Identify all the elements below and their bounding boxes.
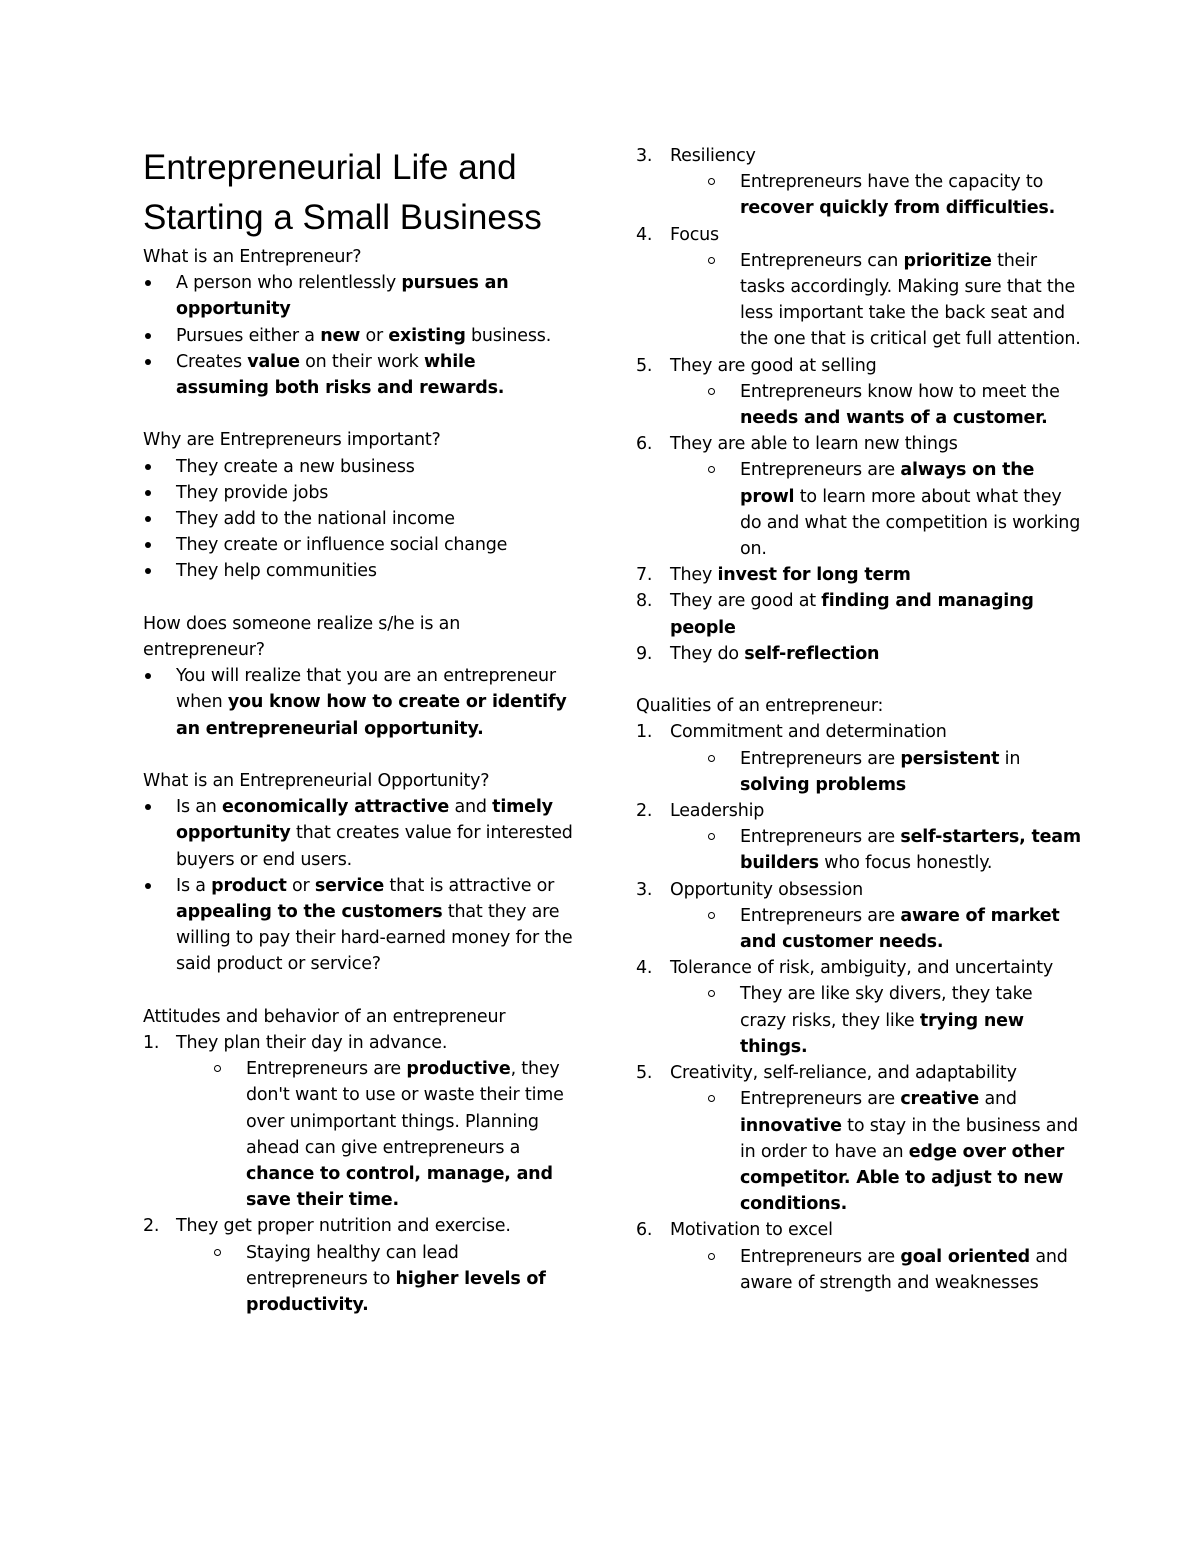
text-run: A person who relentlessly (176, 273, 402, 294)
bold-text: prioritize (903, 250, 992, 271)
list-item (143, 270, 573, 322)
numbered-item (636, 431, 1081, 562)
list-item (143, 532, 573, 558)
numbered-item (636, 955, 1081, 1060)
bullet-list (143, 454, 573, 585)
bold-text: goal oriented (900, 1246, 1030, 1267)
bold-text: product (211, 875, 287, 896)
numbered-item (636, 877, 1081, 956)
bold-text: new (320, 325, 361, 346)
item-text (670, 719, 1081, 745)
sub-item (708, 379, 1081, 431)
text-run: Entrepreneurs are (246, 1059, 407, 1080)
numbered-item (636, 143, 1081, 222)
bullet-list (143, 663, 573, 742)
bold-text: appealing to the customers (176, 902, 443, 923)
text-run: They add to the national income (176, 509, 455, 530)
text-run: Entrepreneurs are (740, 827, 901, 848)
item-number: 1. (636, 722, 653, 743)
sub-item (708, 824, 1081, 876)
bold-text: recover quickly from difficulties. (740, 198, 1056, 219)
text-run: They are good at selling (670, 355, 877, 376)
text-run: business. (465, 325, 552, 346)
text-run: You will realize that you are an entrepreneur when (176, 666, 556, 713)
item-number: 9. (636, 643, 653, 664)
text-run: Resiliency (670, 146, 756, 166)
text-run: or (360, 325, 389, 346)
text-run: Entrepreneurs are (740, 905, 901, 926)
text-run: Leadership (670, 801, 765, 822)
section-gap (143, 742, 573, 768)
sub-list (708, 169, 1081, 221)
section-gap (143, 401, 573, 427)
item-number: 3. (636, 879, 653, 900)
item-number: 8. (636, 591, 653, 612)
numbered-item (636, 719, 1081, 798)
item-text (670, 222, 1081, 248)
text-run: that is attractive or (384, 875, 555, 896)
text-run: Entrepreneurs can (740, 250, 904, 271)
text-run: and aware of strength and weaknesses (740, 1246, 1068, 1293)
section-heading: Qualities of an entrepreneur: (636, 696, 884, 717)
text-run: in (999, 748, 1021, 769)
sub-item (708, 457, 1081, 562)
left-column (143, 143, 573, 1318)
numbered-item (636, 222, 1081, 353)
item-text (670, 1060, 1081, 1086)
numbered-list (143, 1030, 573, 1318)
sub-list (708, 981, 1081, 1060)
text-run: and (979, 1089, 1017, 1110)
bold-text: finding and managing people (670, 591, 1034, 638)
bold-text: you know how to create or identify an entrepreneurial opportunity. (176, 692, 567, 739)
numbered-item (143, 1213, 573, 1318)
text-run: Tolerance of risk, ambiguity, and uncertainty (670, 958, 1054, 979)
section-gap (143, 585, 573, 611)
text-run: They provide jobs (176, 482, 329, 503)
bullet-list (143, 270, 573, 401)
item-text (670, 955, 1081, 981)
sub-item (708, 903, 1081, 955)
list-item (143, 873, 573, 978)
section-heading: How does someone realize s/he is an entrepreneur? (143, 613, 461, 661)
item-number: 6. (636, 1220, 653, 1241)
sub-list (708, 248, 1081, 353)
text-run: their tasks accordingly. Making sure that the less important take the back seat and the one that is critical get full attention. (740, 250, 1081, 350)
text-run: to learn more about what they do and what the competition is working on. (740, 486, 1081, 560)
bold-text: economically attractive (222, 797, 450, 818)
bullet-list (143, 794, 573, 977)
left-sections (143, 244, 573, 1318)
sub-item (708, 746, 1081, 798)
bold-text: edge over other competitor. Able to adjust to new conditions. (740, 1141, 1065, 1215)
item-number: 5. (636, 355, 653, 376)
text-run: and (449, 797, 493, 818)
bold-text: self-starters, team builders (740, 827, 1081, 874)
text-run: on their work (299, 351, 424, 372)
sub-item (708, 248, 1081, 353)
text-run: Entrepreneurs are (740, 1089, 901, 1110)
sub-item (708, 981, 1081, 1060)
sub-list (708, 1086, 1081, 1217)
sub-item (214, 1240, 573, 1319)
section-gap (143, 978, 573, 1004)
item-text (670, 641, 1081, 667)
list-item (143, 794, 573, 873)
item-number: 1. (143, 1033, 160, 1054)
text-run: , they don't want to use or waste their time over unimportant things. Planning ahead can give entrepreneurs a (246, 1059, 564, 1158)
sub-item (708, 1244, 1081, 1296)
text-run: who focus honestly. (818, 853, 993, 874)
item-text (670, 1217, 1081, 1243)
item-text (670, 877, 1081, 903)
bold-text: value (247, 351, 300, 372)
bold-text: aware of market and customer needs. (740, 905, 1060, 953)
bold-text: needs and wants of a customer. (740, 408, 1048, 429)
text-run: Creates (176, 351, 248, 372)
list-item (143, 558, 573, 584)
item-number: 7. (636, 565, 653, 586)
numbered-item (636, 562, 1081, 588)
numbered-item (636, 353, 1081, 432)
right-sections (636, 143, 1081, 1296)
bold-text: trying new things. (740, 1010, 1024, 1057)
item-text (670, 588, 1081, 640)
list-item (143, 663, 573, 742)
numbered-item (636, 641, 1081, 667)
section-heading: What is an Entrepreneurial Opportunity? (143, 771, 490, 792)
numbered-item (636, 798, 1081, 877)
item-number: 4. (636, 958, 653, 979)
item-number: 2. (143, 1216, 160, 1237)
list-item (143, 506, 573, 532)
section-heading: Why are Entrepreneurs important? (143, 430, 441, 451)
text-run: They get proper nutrition and exercise. (176, 1216, 511, 1237)
sub-list (214, 1240, 573, 1319)
text-run: Motivation to excel (670, 1220, 833, 1241)
text-run: Entrepreneurs know how to meet the (740, 381, 1060, 402)
item-text (176, 1030, 573, 1056)
text-run: that they are willing to pay their hard-earned money for the said product or service? (176, 902, 573, 975)
bold-text: pursues an opportunity (176, 273, 509, 320)
bold-text: persistent (900, 748, 1000, 769)
document-title: Entrepreneurial Life and Starting a Small Business (143, 148, 542, 237)
text-run: Opportunity obsession (670, 879, 863, 900)
item-number: 6. (636, 434, 653, 455)
text-run: Entrepreneurs are (740, 460, 901, 481)
item-text (670, 353, 1081, 379)
numbered-list (636, 719, 1081, 1295)
bold-text: chance to control, manage, and save their time. (246, 1164, 553, 1211)
bold-text: always on the prowl (740, 460, 1035, 507)
sub-item (708, 169, 1081, 221)
item-number: 5. (636, 1063, 653, 1084)
text-run: to stay in the business and in order to have an (740, 1115, 1079, 1162)
text-run: They plan their day in advance. (176, 1033, 448, 1054)
numbered-item (143, 1030, 573, 1213)
item-text (670, 798, 1081, 824)
sub-list (214, 1056, 573, 1213)
text-run: Creativity, self-reliance, and adaptability (670, 1063, 1017, 1084)
sub-list (708, 457, 1081, 562)
sub-item (214, 1056, 573, 1213)
bold-text: while assuming both risks and rewards. (176, 351, 505, 399)
text-run: They help communities (176, 561, 377, 582)
text-run: or (286, 875, 315, 896)
text-run: Entrepreneurs are (740, 748, 901, 769)
bold-text: service (314, 875, 385, 896)
text-run: They do (670, 643, 745, 664)
bold-text: productive (406, 1059, 511, 1080)
item-text (670, 431, 1081, 457)
sub-item (708, 1086, 1081, 1217)
sub-list (708, 379, 1081, 431)
text-run: They are able to learn new things (670, 434, 958, 455)
bold-text: innovative (740, 1115, 842, 1136)
section-heading: Attitudes and behavior of an entrepreneur (143, 1006, 506, 1027)
text-run: that creates value for interested buyers or end users. (176, 823, 573, 870)
numbered-list (636, 143, 1081, 667)
text-run: Commitment and determination (670, 722, 947, 743)
list-item (143, 349, 573, 401)
text-run: Entrepreneurs are (740, 1246, 901, 1267)
item-text (670, 562, 1081, 588)
section-heading: What is an Entrepreneur? (143, 247, 362, 267)
text-run: Is a (176, 875, 212, 896)
list-item (143, 480, 573, 506)
item-number: 3. (636, 146, 653, 166)
numbered-item (636, 1217, 1081, 1296)
text-run: Staying healthy can lead entrepreneurs to (246, 1242, 459, 1289)
item-number: 4. (636, 224, 653, 245)
sub-list (708, 746, 1081, 798)
section-gap (636, 667, 1081, 693)
text-run: They (670, 565, 718, 586)
bold-text: solving problems (740, 774, 906, 795)
text-run: They are good at (670, 591, 822, 612)
text-run: They create a new business (176, 456, 415, 477)
item-number: 2. (636, 801, 653, 822)
list-item (143, 454, 573, 480)
text-run: They are like sky divers, they take crazy risks, they like (740, 984, 1033, 1031)
right-column (636, 143, 1081, 1296)
sub-list (708, 903, 1081, 955)
bold-text: existing (388, 325, 466, 346)
bold-text: timely opportunity (176, 797, 553, 844)
bold-text: creative (900, 1089, 980, 1110)
text-run: Entrepreneurs have the capacity to (740, 172, 1044, 193)
list-item (143, 323, 573, 349)
bold-text: self-reflection (744, 643, 880, 664)
bold-text: higher levels of productivity. (246, 1268, 546, 1316)
sub-list (708, 824, 1081, 876)
text-run: They create or influence social change (176, 535, 508, 556)
text-run: Is an (176, 797, 223, 818)
text-run: Focus (670, 224, 719, 245)
sub-list (708, 1244, 1081, 1296)
numbered-item (636, 588, 1081, 640)
numbered-item (636, 1060, 1081, 1217)
bold-text: invest for long term (717, 565, 911, 586)
text-run: Pursues either a (176, 325, 321, 346)
item-text (670, 143, 1081, 169)
item-text (176, 1213, 573, 1239)
